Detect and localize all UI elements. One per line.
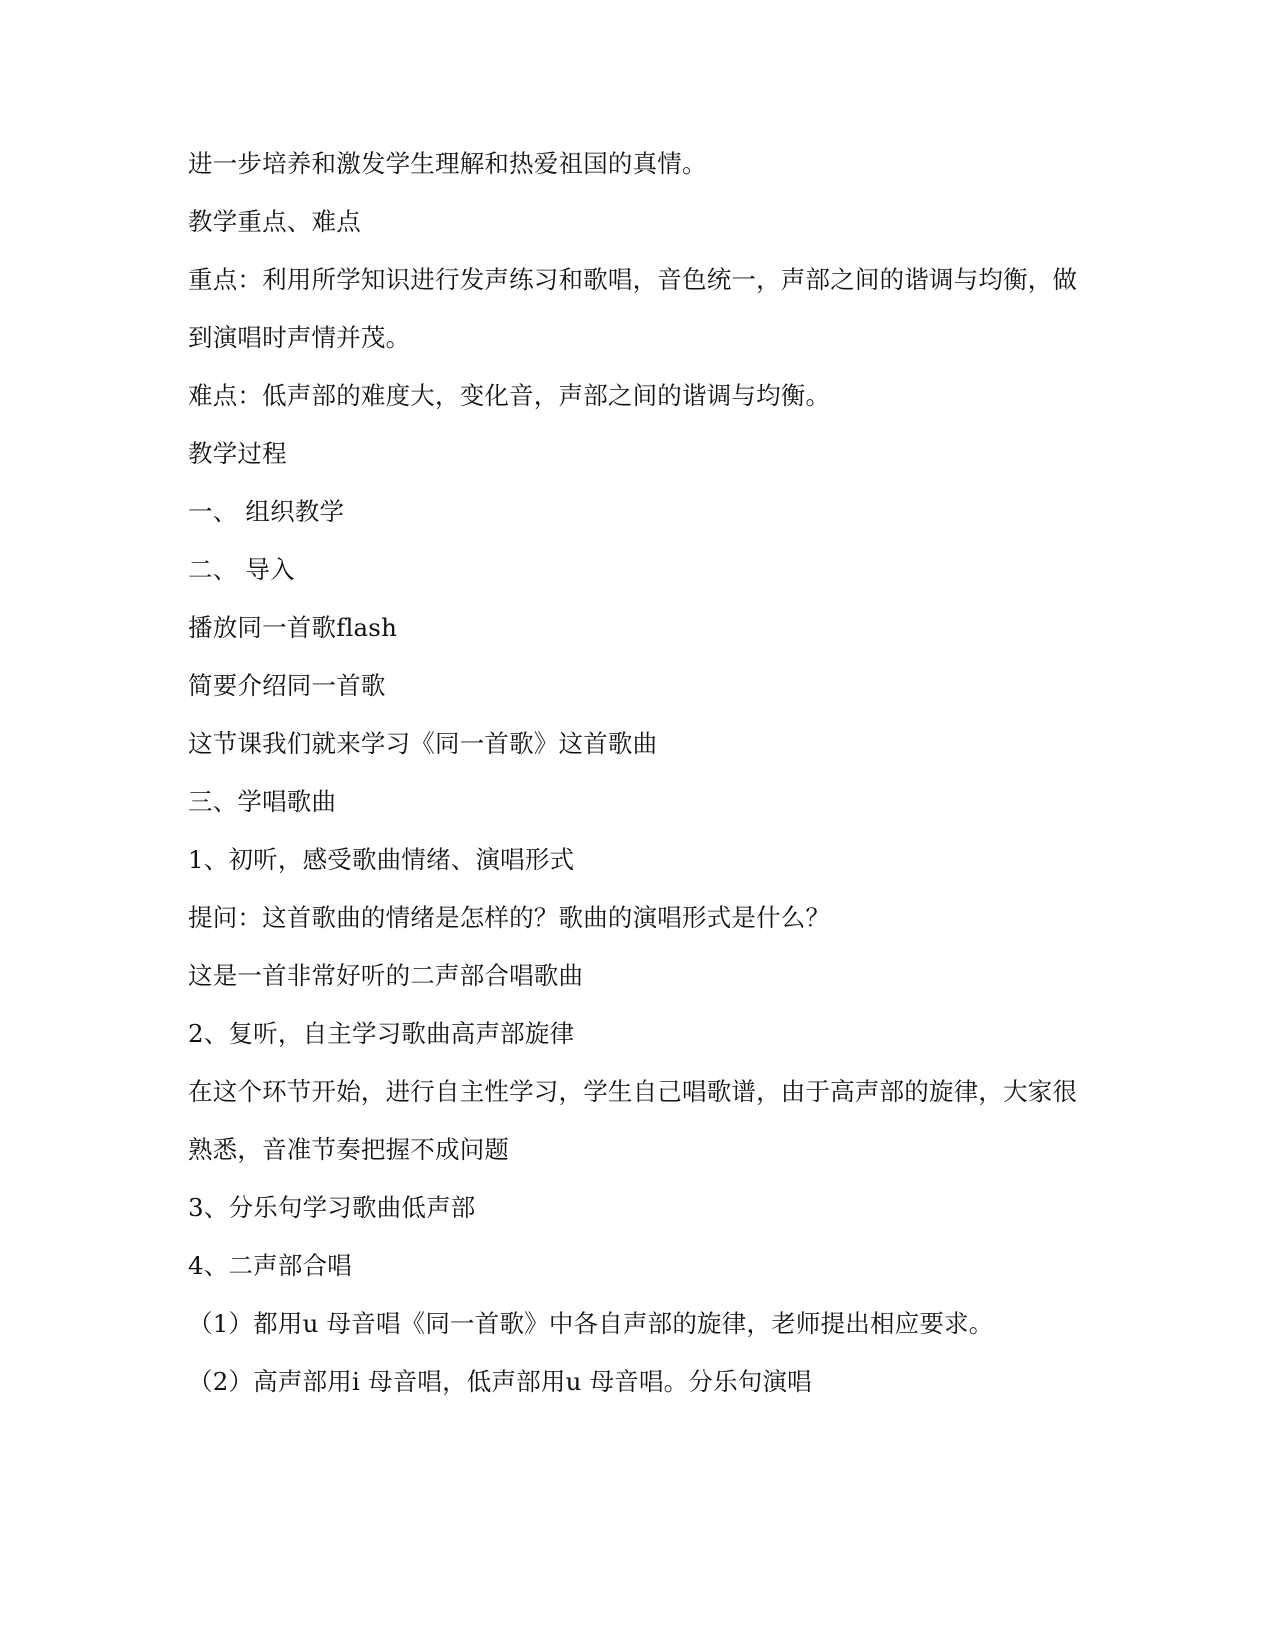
- substep-two-part-chorus: 4、二声部合唱: [188, 1251, 352, 1280]
- text-line-focus: 重点：利用所学知识进行发声练习和歌唱，音色统一，声部之间的谐调与均衡，做: [188, 265, 1078, 294]
- step-introduction: 二、 导入: [188, 555, 295, 584]
- text-line-brief-intro: 简要介绍同一首歌: [188, 671, 386, 700]
- step-organize-teaching: 一、 组织教学: [188, 497, 345, 526]
- substep-low-part-phrases: 3、分乐句学习歌曲低声部: [188, 1193, 476, 1222]
- step-learn-song: 三、学唱歌曲: [188, 787, 337, 816]
- text-line-play-flash: 播放同一首歌flash: [188, 613, 398, 642]
- text-line-self-study-continuation: 熟悉，音准节奏把握不成问题: [188, 1135, 510, 1164]
- list-item-vowel-i-u: （2）高声部用i 母音唱，低声部用u 母音唱。分乐句演唱: [188, 1367, 812, 1396]
- text-line-lesson-topic: 这节课我们就来学习《同一首歌》这首歌曲: [188, 729, 658, 758]
- text-line-intro-continuation: 进一步培养和激发学生理解和热爱祖国的真情。: [188, 149, 707, 178]
- heading-teaching-focus: 教学重点、难点: [188, 207, 361, 236]
- substep-second-listen: 2、复听，自主学习歌曲高声部旋律: [188, 1019, 575, 1048]
- text-line-two-part-chorus: 这是一首非常好听的二声部合唱歌曲: [188, 961, 584, 990]
- text-line-difficulty: 难点：低声部的难度大，变化音，声部之间的谐调与均衡。: [188, 381, 831, 410]
- substep-first-listen: 1、初听，感受歌曲情绪、演唱形式: [188, 845, 575, 874]
- heading-teaching-process: 教学过程: [188, 439, 287, 468]
- list-item-vowel-u: （1）都用u 母音唱《同一首歌》中各自声部的旋律，老师提出相应要求。: [188, 1309, 994, 1338]
- text-line-self-study: 在这个环节开始，进行自主性学习，学生自己唱歌谱，由于高声部的旋律，大家很: [188, 1077, 1078, 1106]
- text-line-question: 提问：这首歌曲的情绪是怎样的？歌曲的演唱形式是什么？: [188, 903, 831, 932]
- text-line-focus-continuation: 到演唱时声情并茂。: [188, 323, 411, 352]
